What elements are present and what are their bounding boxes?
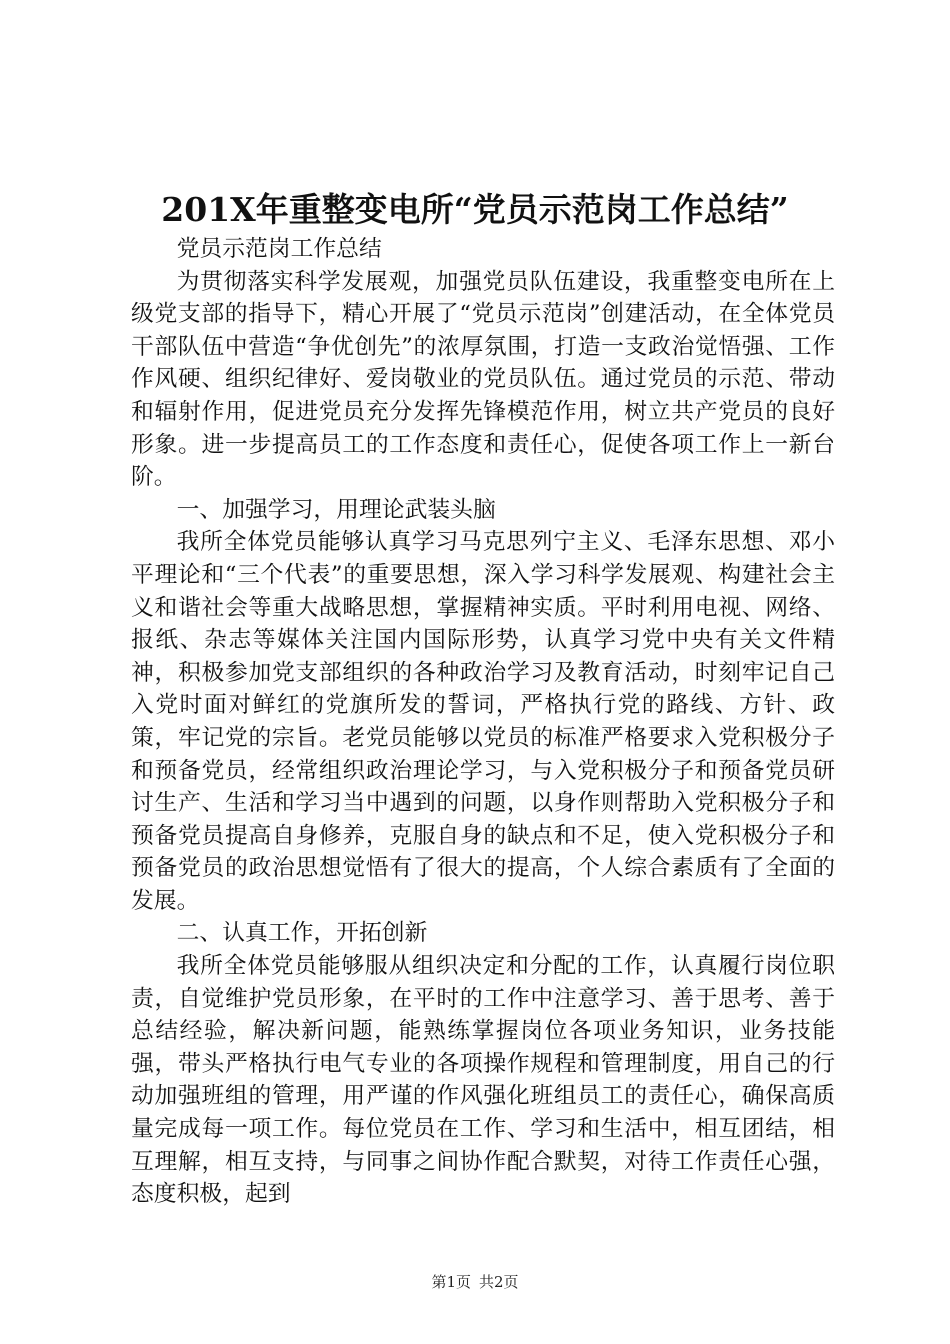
page-total: 共2页: [479, 1273, 519, 1291]
section-2-paragraph: 我所全体党员能够服从组织决定和分配的工作，认真履行岗位职责，自觉维护党员形象，在平时的工作中注意学习、善于思考、善于总结经验，解决新问题，能熟练掌握岗位各项业务知识，业务技能强，带头严格执行电气专业的各项操作规程和管理制度，用自己的行动加强班组的管理，用严谨的作风强化班组员工的责任心，确保高质量完成每一项工作。每位党员在工作、学习和生活中，相互团结，相互理解，相互支持，与同事之间协作配合默契，对待工作责任心强，态度积极，起到: [131, 953, 835, 1208]
document-body: [131, 233, 835, 1211]
section-1-paragraph: 我所全体党员能够认真学习马克思列宁主义、毛泽东思想、邓小平理论和“三个代表”的重要思想，深入学习科学发展观、构建社会主义和谐社会等重大战略思想，掌握精神实质。平时利用电视、网络、报纸、杂志等媒体关注国内国际形势，认真学习党中央有关文件精神，积极参加党支部组织的各种政治学习及教育活动，时刻牢记自己入党时面对鲜红的党旗所发的誓词，严格执行党的路线、方针、政策，牢记党的宗旨。老党员能够以党员的标准严格要求入党积极分子和预备党员，经常组织政治理论学习，与入党积极分子和预备党员研讨生产、生活和学习当中遇到的问题，以身作则帮助入党积极分子和预备党员提高自身修养，克服自身的缺点和不足，使入党积极分子和预备党员的政治思想觉悟有了很大的提高，个人综合素质有了全面的发展。: [131, 529, 835, 914]
page-number: 第1页: [431, 1273, 471, 1291]
document-title: 201X年重整变电所“党员示范岗工作总结”: [161, 190, 789, 229]
page-footer: [0, 1272, 950, 1292]
subtitle-paragraph: 党员示范岗工作总结: [176, 236, 382, 262]
section-heading-2: 二、认真工作，开拓创新: [176, 920, 428, 947]
intro-paragraph: 为贯彻落实科学发展观，加强党员队伍建设，我重整变电所在上级党支部的指导下，精心开展了“党员示范岗”创建活动，在全体党员干部队伍中营造“争优创先”的浓厚氛围，打造一支政治觉悟强、工作作风硬、组织纪律好、爱岗敬业的党员队伍。通过党员的示范、带动和辐射作用，促进党员充分发挥先锋模范作用，树立共产党员的良好形象。进一步提高员工的工作态度和责任心，促使各项工作上一新台阶。: [131, 268, 835, 491]
section-heading-1: 一、加强学习，用理论武装头脑: [176, 496, 496, 523]
